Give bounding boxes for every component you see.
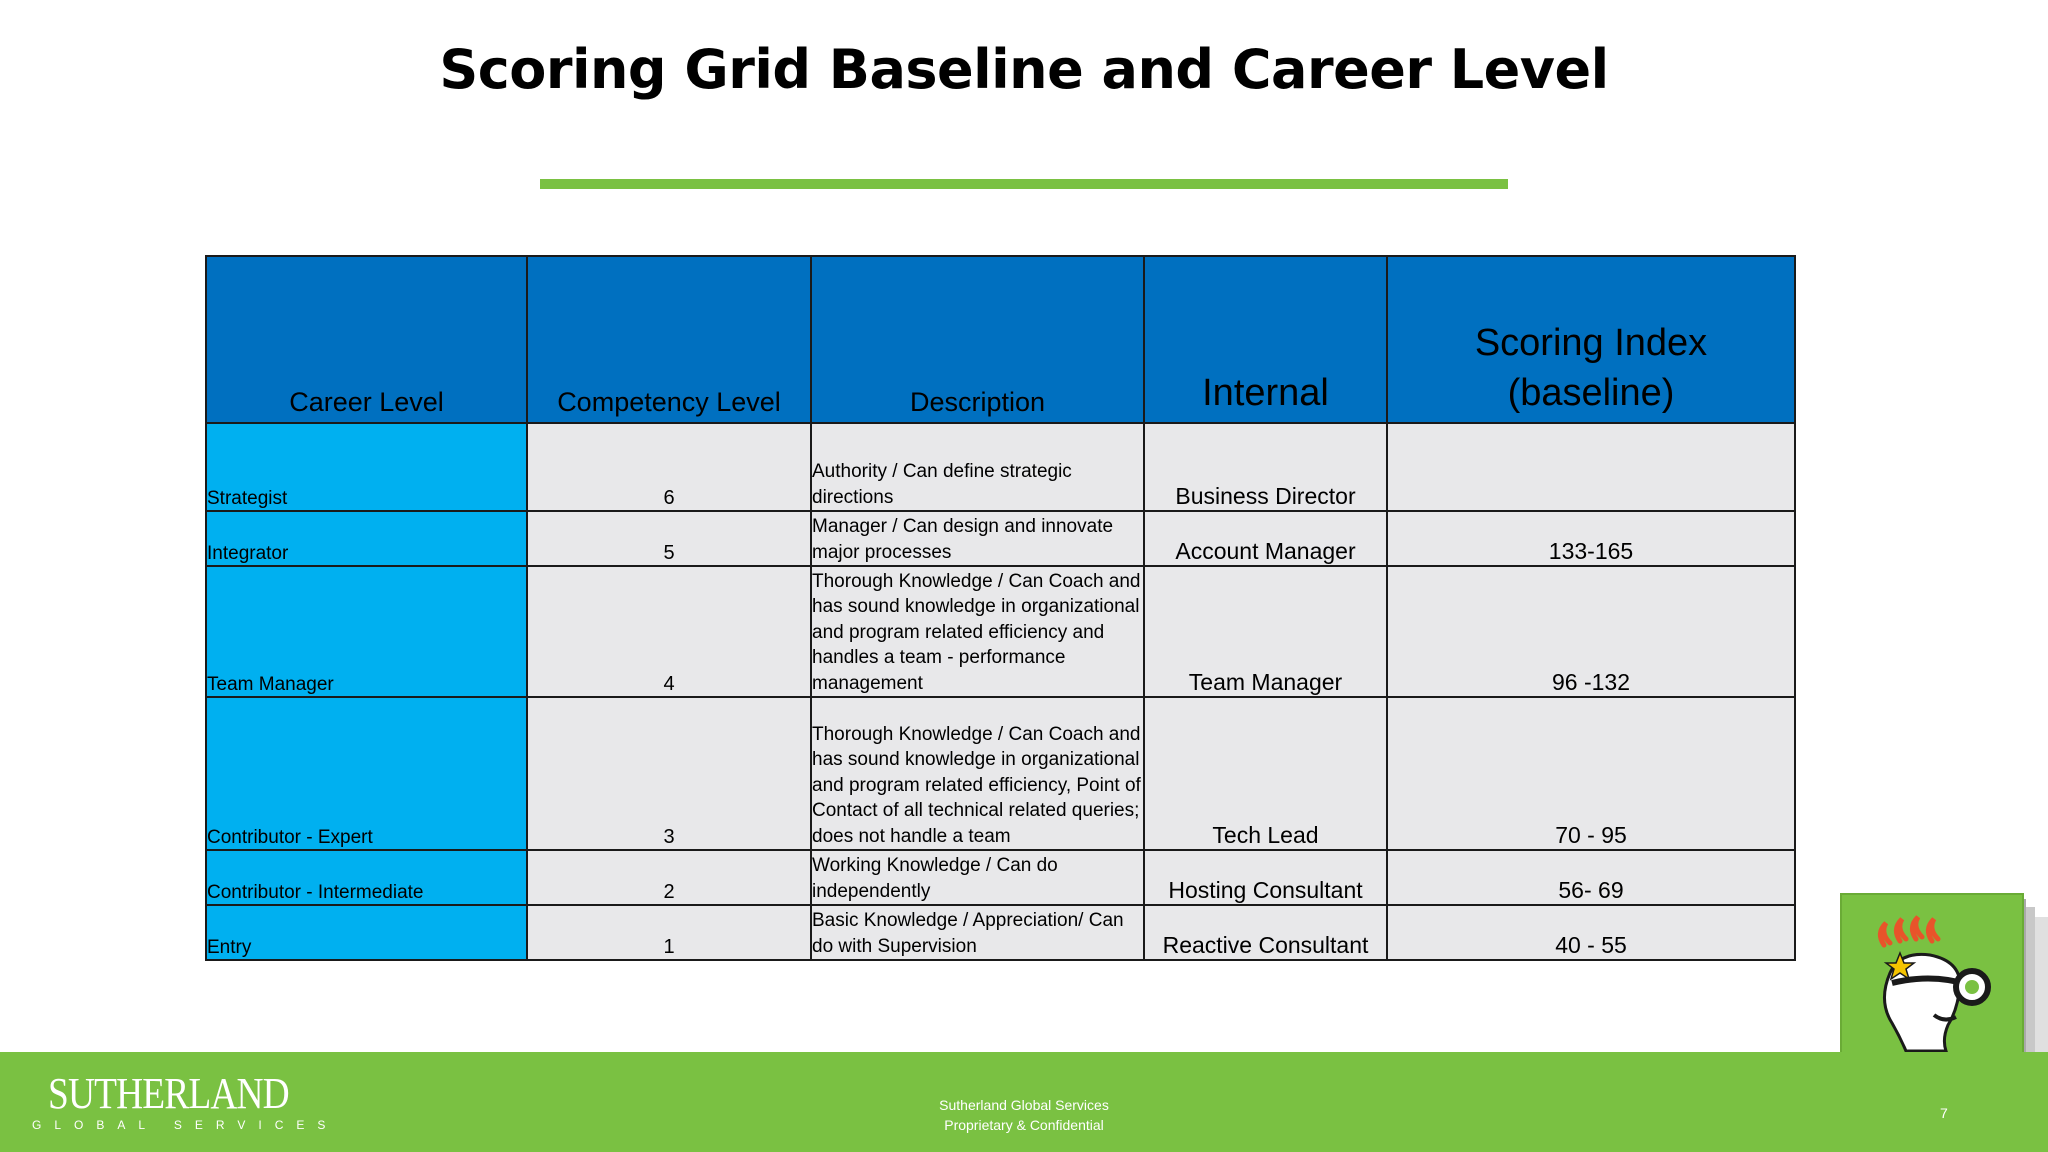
cell-score xyxy=(1387,423,1795,511)
cell-career: Entry xyxy=(206,905,527,960)
cell-internal: Reactive Consultant xyxy=(1144,905,1387,960)
cell-internal: Business Director xyxy=(1144,423,1387,511)
header-scoring-index-line2: (baseline) xyxy=(1507,372,1675,414)
cell-career: Integrator xyxy=(206,511,527,566)
cell-competency: 3 xyxy=(527,697,811,850)
cell-career: Contributor - Expert xyxy=(206,697,527,850)
cell-score: 56- 69 xyxy=(1387,850,1795,905)
title-underline xyxy=(540,179,1508,189)
cell-competency: 6 xyxy=(527,423,811,511)
cell-description: Thorough Knowledge / Can Coach and has sound knowledge in organizational and program related efficiency and handles a team - performance management xyxy=(811,566,1144,697)
table-row xyxy=(206,905,1795,960)
company-logo: SUTHERLAND xyxy=(48,1069,289,1118)
table-row xyxy=(206,511,1795,566)
cell-description: Thorough Knowledge / Can Coach and has sound knowledge in organizational and program related efficiency, Point of Contact of all technical related queries; does not handle a team xyxy=(811,697,1144,850)
cell-internal: Tech Lead xyxy=(1144,697,1387,850)
table-row xyxy=(206,423,1795,511)
cell-description: Manager / Can design and innovate major processes xyxy=(811,511,1144,566)
confidential-line2: Proprietary & Confidential xyxy=(944,1117,1104,1133)
scoring-grid-table xyxy=(205,255,1796,961)
slide-title: Scoring Grid Baseline and Career Level xyxy=(439,38,1609,101)
cell-score: 133-165 xyxy=(1387,511,1795,566)
cell-score: 96 -132 xyxy=(1387,566,1795,697)
table-row xyxy=(206,697,1795,850)
cell-internal: Team Manager xyxy=(1144,566,1387,697)
mascot-icon xyxy=(1840,893,2024,1077)
mascot-graphic xyxy=(1842,895,2022,1075)
table-row xyxy=(206,566,1795,697)
confidential-notice xyxy=(824,1095,1224,1135)
cell-score: 70 - 95 xyxy=(1387,697,1795,850)
cell-internal: Hosting Consultant xyxy=(1144,850,1387,905)
header-career-level: Career Level xyxy=(206,256,527,423)
company-logo-subtitle: GLOBAL SERVICES xyxy=(32,1118,339,1132)
cell-career: Contributor - Intermediate xyxy=(206,850,527,905)
header-scoring-index-line1: Scoring Index xyxy=(1474,322,1708,364)
header-competency-level: Competency Level xyxy=(527,256,811,423)
table-row xyxy=(206,850,1795,905)
cell-description: Basic Knowledge / Appreciation/ Can do with Supervision xyxy=(811,905,1144,960)
table-header-row xyxy=(206,256,1795,423)
cell-description: Authority / Can define strategic directions xyxy=(811,423,1144,511)
cell-competency: 5 xyxy=(527,511,811,566)
cell-score: 40 - 55 xyxy=(1387,905,1795,960)
cell-internal: Account Manager xyxy=(1144,511,1387,566)
cell-career: Team Manager xyxy=(206,566,527,697)
cell-career: Strategist xyxy=(206,423,527,511)
page-number: 7 xyxy=(1940,1105,1948,1121)
header-scoring-index xyxy=(1387,256,1795,423)
header-internal: Internal xyxy=(1144,256,1387,423)
cell-description: Working Knowledge / Can do independently xyxy=(811,850,1144,905)
cell-competency: 1 xyxy=(527,905,811,960)
header-description: Description xyxy=(811,256,1144,423)
cell-competency: 2 xyxy=(527,850,811,905)
cell-competency: 4 xyxy=(527,566,811,697)
confidential-line1: Sutherland Global Services xyxy=(939,1097,1109,1113)
